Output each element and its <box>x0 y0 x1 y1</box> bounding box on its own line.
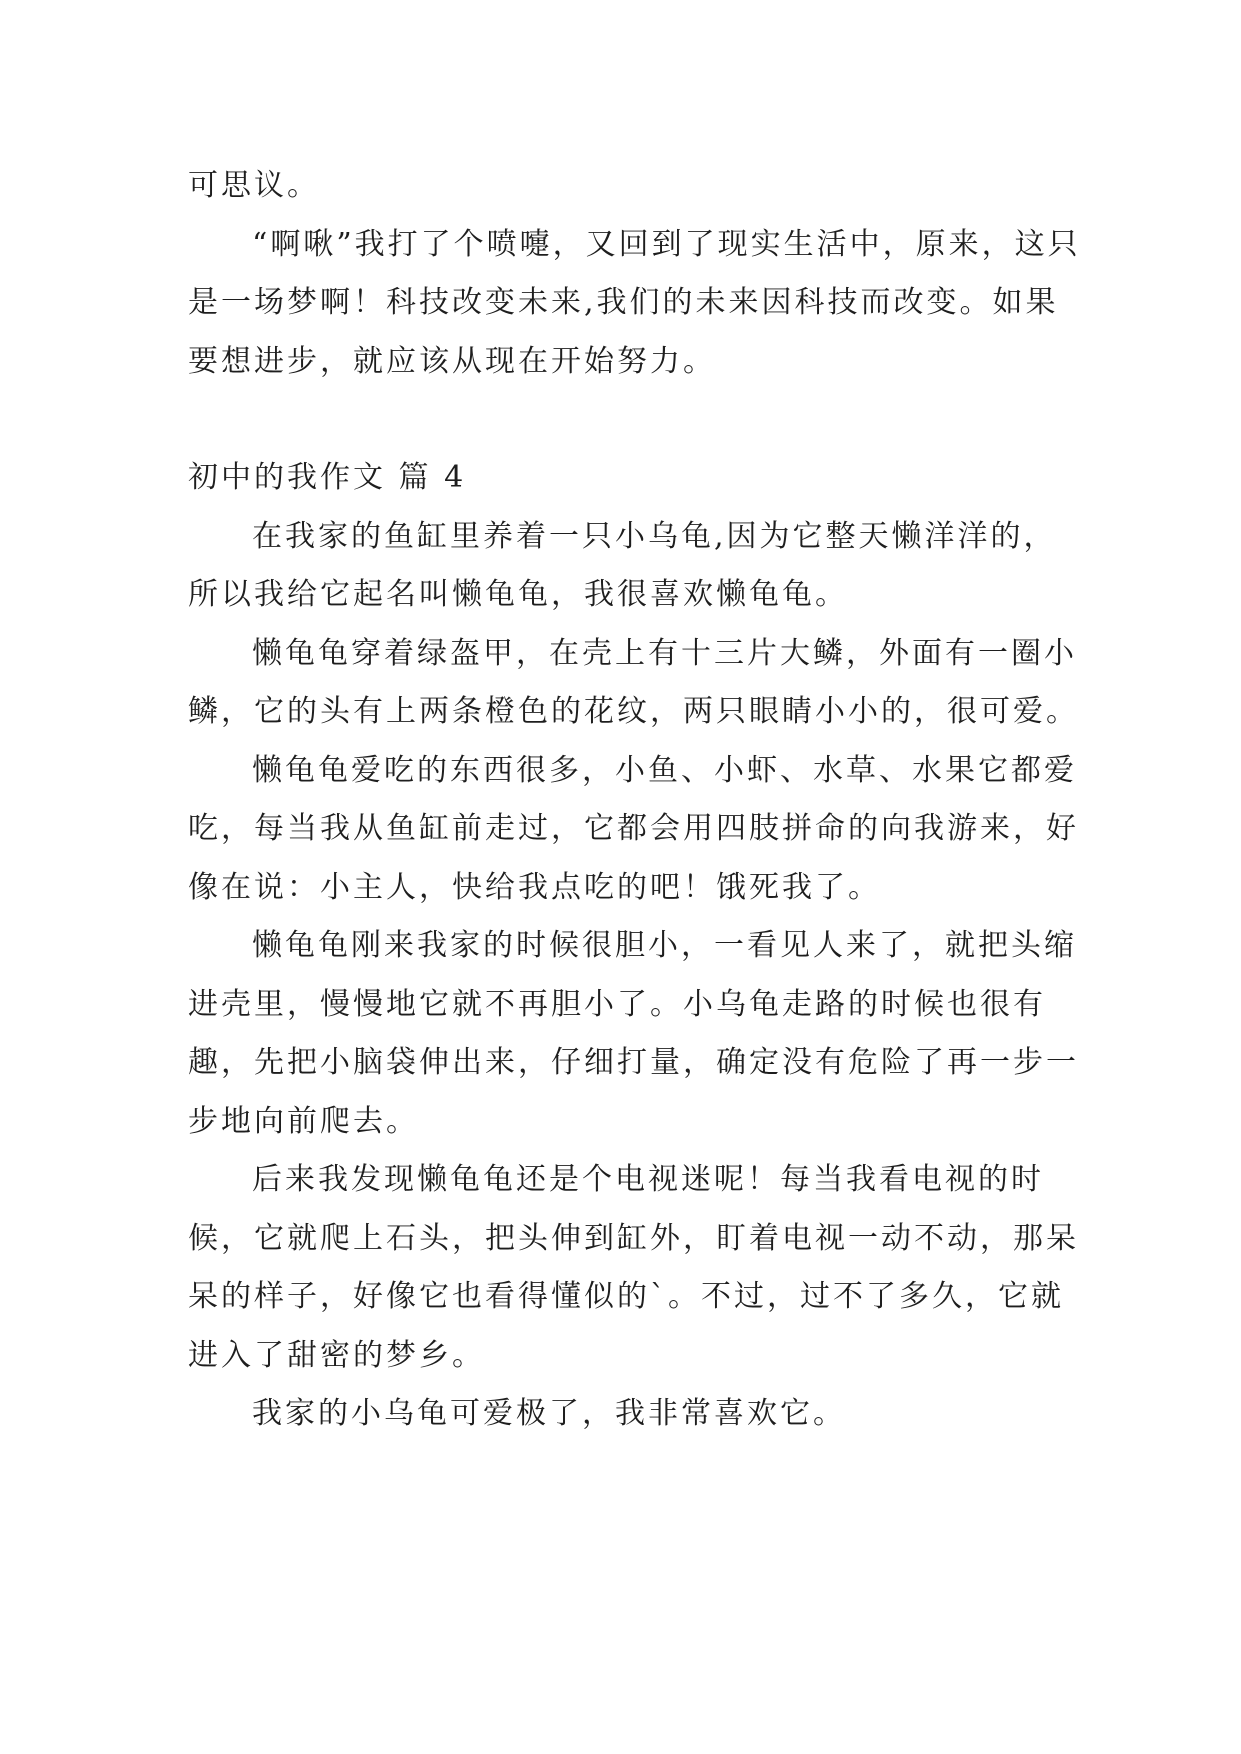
paragraph-6: 我家的小乌龟可爱极了，我非常喜欢它。 <box>252 1396 846 1431</box>
paragraph-continued-1: 可思议。 <box>188 168 320 203</box>
paragraph-4: 懒龟龟刚来我家的时候很胆小，一看见人来了，就把头缩进壳里，慢慢地它就不再胆小了。小乌龟走路的时候也很有趣，先把小脑袋伸出来，仔细打量，确定没有危险了再一步一步地向前爬去。 <box>188 928 1079 1139</box>
paragraph-3: 懒龟龟爱吃的东西很多，小鱼、小虾、水草、水果它都爱吃，每当我从鱼缸前走过，它都会用四肢拼命的向我游来，好像在说：小主人，快给我点吃的吧！饿死我了。 <box>188 752 1079 905</box>
paragraph-2: 懒龟龟穿着绿盔甲，在壳上有十三片大鳞，外面有一圈小鳞，它的头有上两条橙色的花纹，两只眼睛小小的，很可爱。 <box>188 635 1079 729</box>
paragraph-1: 在我家的鱼缸里养着一只小乌龟,因为它整天懒洋洋的，所以我给它起名叫懒龟龟，我很喜欢懒龟龟。 <box>188 518 1057 612</box>
paragraph-continued-2: “啊啾”我打了个喷嚏，又回到了现实生活中，原来，这只是一场梦啊！科技改变未来,我们的未来因科技而改变。如果要想进步，就应该从现在开始努力。 <box>188 226 1081 379</box>
section-gap <box>188 391 1088 449</box>
paragraph-5: 后来我发现懒龟龟还是个电视迷呢！每当我看电视的时候，它就爬上石头，把头伸到缸外，盯着电视一动不动，那呆呆的样子，好像它也看得懂似的`。不过，过不了多久，它就进入了甜密的梦乡。 <box>188 1162 1079 1373</box>
section-title: 初中的我作文 篇 4 <box>188 460 467 495</box>
document-body <box>188 157 1088 1444</box>
